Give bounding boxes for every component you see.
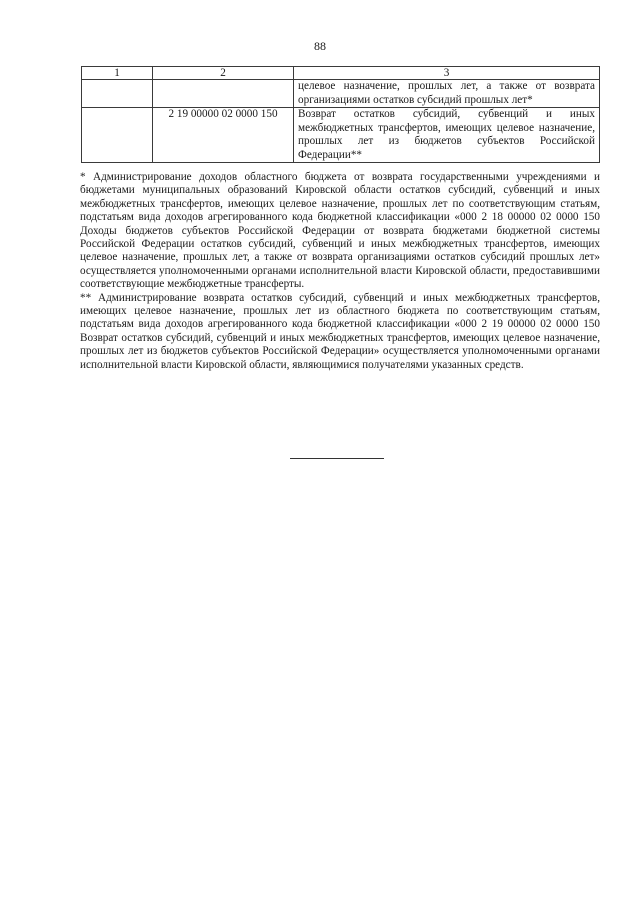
column-header-1: 1 (82, 67, 153, 80)
table-cell-budget-code (153, 80, 294, 108)
table-header-row (82, 67, 600, 80)
column-header-3: 3 (294, 67, 600, 80)
table-row (82, 80, 600, 108)
budget-classification-table (81, 66, 600, 163)
footnote-single-asterisk: * Администрирование доходов областного бюджета от возврата государственными учреждениями и бюджетами муниципальных образований Кировской области остатков субсидий, субвенций и иных межбюджетных трансфертов, имеющих целевое назначение, прошлых лет по соответствующим статьям, подстатьям вида доходов агрегированного кода бюджетной классификации «000 2 18 00000 02 0000 150 Доходы бюджетов субъектов Российской Федерации от возврата бюджетами бюджетной системы Российской Федерации остатков субсидий, субвенций и иных межбюджетных трансфертов, имеющих целевое назначение, прошлых лет, а также от возврата организациями остатков субсидий прошлых лет» осуществляется уполномоченными органами исполнительной власти Кировской области, предоставившими соответствующие межбюджетные трансферты. (80, 171, 600, 291)
end-divider-line (290, 458, 384, 459)
footnotes (80, 171, 600, 372)
table-cell-budget-code: 2 19 00000 02 0000 150 (153, 108, 294, 163)
page-number: 88 (314, 39, 326, 53)
table-cell-admin-code (82, 80, 153, 108)
footnote-double-asterisk: ** Администрирование возврата остатков субсидий, субвенций и иных межбюджетных трансфертов, имеющих целевое назначение, прошлых лет из областного бюджета по соответствующим статьям, подстатьям вида доходов агрегированного кода бюджетной классификации «000 2 19 00000 02 0000 150 Возврат остатков субсидий, субвенций и иных межбюджетных трансфертов, имеющих целевое назначение, прошлых лет из бюджетов субъектов Российской Федерации» осуществляется уполномоченными органами исполнительной власти Кировской области, являющимися получателями указанных средств. (80, 291, 600, 371)
table-cell-description: целевое назначение, прошлых лет, а также от возврата организациями остатков субсидий прошлых лет* (294, 80, 600, 108)
table-cell-description: Возврат остатков субсидий, субвенций и иных межбюджетных трансфертов, имеющих целевое назначение, прошлых лет из бюджетов субъектов Российской Федерации** (294, 108, 600, 163)
table-cell-admin-code (82, 108, 153, 163)
table-row (82, 108, 600, 163)
column-header-2: 2 (153, 67, 294, 80)
